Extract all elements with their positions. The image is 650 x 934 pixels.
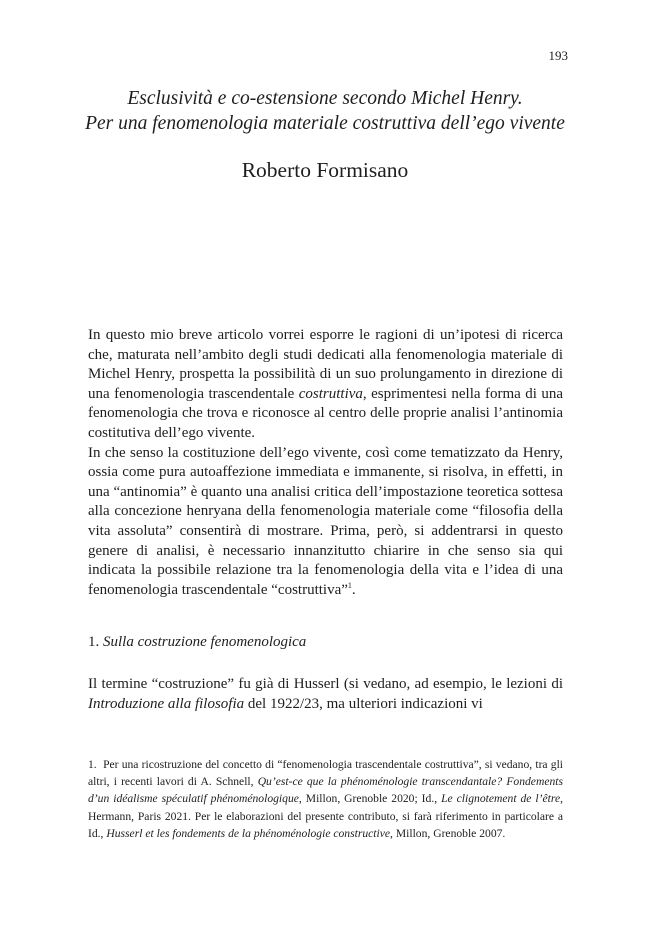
section-title: Sulla costruzione fenomenologica — [103, 634, 307, 650]
paragraph-3-text-b: del 1922/23, ma ulteriori indicazioni vi — [244, 695, 483, 712]
footnote-text-3: , Hermann, Paris 2021. Per le elaborazioni del presente contributo, si farà riferimento in particolare a Id., — [88, 792, 563, 840]
title-line-1: Esclusività e co-estensione secondo Michel Henry. — [127, 88, 523, 109]
footnote-text-1: Per una ricostruzione del concetto di “fenomenologia trascendentale costruttiva”, si vedano, tra gli altri, i recenti lavori di A. Schnell, — [88, 758, 564, 789]
paragraph-2-end: . — [351, 581, 356, 598]
paragraph-1 — [88, 326, 563, 444]
section-heading — [88, 634, 306, 651]
footnote-number: 1. — [88, 758, 97, 771]
paragraph-3-text-a: Il termine “costruzione” fu già di Husserl (si vedano, ad esempio, le lezioni di — [88, 676, 563, 692]
body-text — [88, 326, 563, 600]
paragraph-1-text-b: , esprimentesi nella forma di una fenomenologia che trova e riconosce al centro delle proprie analisi l’antinomia costitutiva dell’ego vivente. — [88, 385, 563, 441]
paragraph-1-italic: costruttiva — [298, 385, 363, 402]
paragraph-2-text: In che senso la costituzione dell’ego vivente, così come tematizzato da Henry, ossia come pura autoaffezione immediata e immanente, si risolva, in effetti, in una “antinomia” è quanto una analisi critica dell’impostazione teoretica sottesa alla concezione henryana della fenomenologia materiale come “filosofia della vita assoluta” consentirà di mostrare. Prima, però, si addentrarsi in questo genere di analisi, è necessario innanzitutto chiarire in che senso sia qui indicata la possibile relazione tra la fenomenologia della vita e l’idea di una fenomenologia trascendentale “costruttiva” — [88, 444, 563, 598]
author-name: Roberto Formisano — [241, 158, 409, 182]
section-number: 1. — [88, 634, 100, 650]
article-title — [60, 86, 590, 136]
paragraph-1-text-a: In questo mio breve articolo vorrei esporre le ragioni di un’ipotesi di ricerca che, maturata nell’ambito degli studi dedicati alla fenomenologia materiale di Michel Henry, prospetta la possibilità di un suo prolungamento in direzione di una fenomenologia trascendentale — [88, 327, 563, 402]
paragraph-3-italic: Introduzione alla filosofia — [88, 695, 245, 712]
footnote-italic-1: Qu’est-ce que la phénoménologie transcendantale? Fondements d’un idéalisme spéculatif phénoménologique — [88, 775, 564, 806]
paragraph-2 — [88, 444, 563, 601]
footnote-italic-2: Le clignotement de l’être — [441, 792, 561, 806]
footnote-ref[interactable]: 1 — [347, 580, 352, 590]
page-number: 193 — [548, 48, 568, 63]
footnote-text-4: , Millon, Grenoble 2007. — [390, 826, 506, 840]
footnote-text-2: , Millon, Grenoble 2020; Id., — [298, 792, 442, 806]
footnote — [88, 756, 563, 842]
title-line-2: Per una fenomenologia materiale costruttiva dell’ego vivente — [85, 113, 565, 134]
paragraph-3 — [88, 675, 563, 714]
footnote-italic-3: Husserl et les fondements de la phénoménologie constructive — [106, 826, 391, 840]
